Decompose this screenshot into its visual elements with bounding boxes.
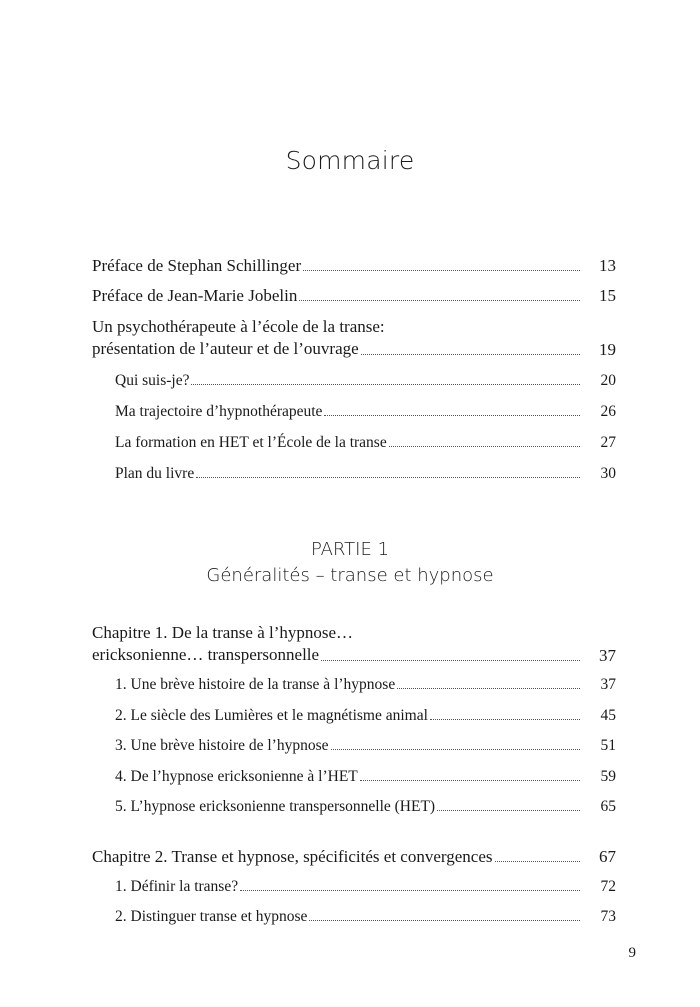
toc-subentry-plan[interactable] (115, 465, 616, 483)
toc-entry-label: 1. Une brève histoire de la transe à l’hypnose (115, 676, 396, 693)
toc-entry-page: 37 (600, 676, 616, 693)
toc-entry-preface-jobelin[interactable] (92, 286, 616, 306)
part-title: Généralités – transe et hypnose (206, 565, 494, 586)
toc-section-1-4[interactable] (115, 768, 616, 786)
toc-section-1-3[interactable] (115, 737, 616, 755)
toc-entry-page: 67 (599, 847, 616, 866)
toc-entry-page: 72 (600, 878, 616, 895)
part-number: PARTIE 1 (310, 539, 390, 560)
dot-leader (437, 810, 580, 811)
dot-leader (309, 920, 580, 921)
toc-entry-label: Chapitre 2. Transe et hypnose, spécificités et convergences (92, 847, 493, 866)
toc-entry-page: 37 (599, 646, 616, 665)
dot-leader (389, 446, 580, 447)
toc-entry-label: 2. Le siècle des Lumières et le magnétisme animal (115, 707, 428, 724)
toc-entry-label: 4. De l’hypnose ericksonienne à l’HET (115, 768, 358, 785)
toc-subentry-qui-suis-je[interactable] (115, 372, 616, 390)
toc-entry-page: 30 (600, 465, 616, 482)
toc-entry-label: Préface de Stephan Schillinger (92, 256, 302, 275)
toc-subentry-trajectoire[interactable] (115, 403, 616, 421)
dot-leader (191, 384, 580, 385)
page-title: Sommaire (285, 146, 415, 175)
toc-section-2-1[interactable] (115, 878, 616, 896)
dot-leader (331, 749, 581, 750)
page-number: 9 (628, 945, 636, 961)
toc-entry-preface-schillinger[interactable] (92, 256, 616, 276)
toc-entry-label: 2. Distinguer transe et hypnose (115, 908, 308, 925)
toc-entry-label: Qui suis-je? (115, 372, 190, 389)
dot-leader (240, 890, 580, 891)
toc-entry-chapter-2[interactable] (92, 847, 616, 867)
dot-leader (430, 719, 580, 720)
toc-entry-label-line1: Chapitre 1. De la transe à l’hypnose… (92, 623, 354, 642)
toc-entry-label: Préface de Jean-Marie Jobelin (92, 286, 298, 305)
dot-leader (397, 688, 580, 689)
dot-leader (495, 861, 581, 862)
toc-entry-psychotherapeute[interactable] (92, 316, 616, 360)
toc-entry-page: 20 (600, 372, 616, 389)
dot-leader (321, 660, 580, 661)
toc-entry-label: 1. Définir la transe? (115, 878, 239, 895)
toc-entry-label: Plan du livre (115, 465, 195, 482)
toc-entry-page: 13 (599, 256, 616, 275)
toc-section-1-1[interactable] (115, 676, 616, 694)
toc-section-1-5[interactable] (115, 798, 616, 816)
toc-entry-label: La formation en HET et l’École de la transe (115, 434, 387, 451)
dot-leader (196, 477, 580, 478)
toc-entry-label: 5. L’hypnose ericksonienne transpersonnelle (HET) (115, 798, 436, 815)
toc-entry-page: 26 (600, 403, 616, 420)
toc-entry-chapter-1[interactable] (92, 622, 616, 666)
dot-leader (303, 270, 580, 271)
toc-section-2-2[interactable] (115, 908, 616, 926)
toc-entry-page: 19 (599, 340, 616, 359)
toc-entry-page: 65 (600, 798, 616, 815)
dot-leader (299, 300, 580, 301)
toc-entry-page: 27 (600, 434, 616, 451)
dot-leader (361, 354, 580, 355)
dot-leader (360, 780, 580, 781)
toc-entry-page: 15 (599, 286, 616, 305)
toc-entry-page: 59 (600, 768, 616, 785)
toc-entry-label-line1: Un psychothérapeute à l’école de la transe: (92, 317, 385, 336)
toc-subentry-formation[interactable] (115, 434, 616, 452)
toc-entry-label: ericksonienne… transpersonnelle (92, 645, 320, 664)
toc-entry-label: 3. Une brève histoire de l’hypnose (115, 737, 329, 754)
toc-entry-page: 45 (600, 707, 616, 724)
toc-entry-page: 73 (600, 908, 616, 925)
toc-entry-page: 51 (600, 737, 616, 754)
dot-leader (324, 415, 580, 416)
toc-entry-label: présentation de l’auteur et de l’ouvrage (92, 339, 359, 358)
toc-section-1-2[interactable] (115, 707, 616, 725)
toc-entry-label: Ma trajectoire d’hypnothérapeute (115, 403, 323, 420)
